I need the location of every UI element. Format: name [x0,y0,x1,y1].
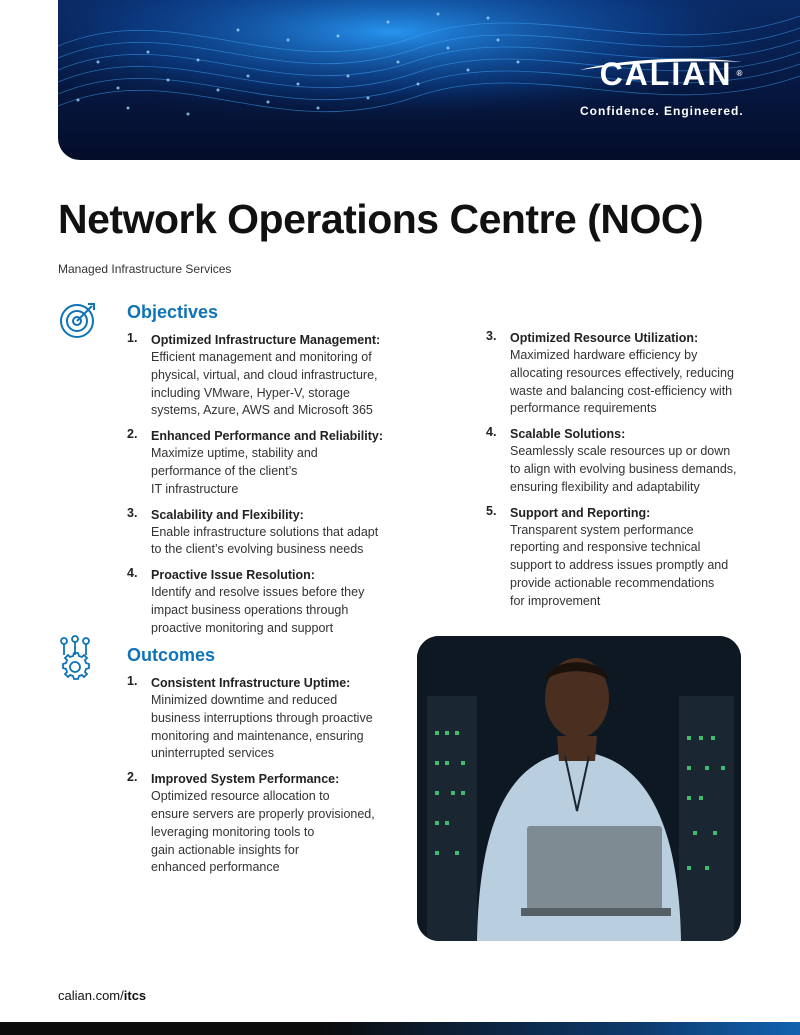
calian-logo [576,56,756,92]
engineer-photo [417,636,741,941]
list-item [486,425,776,496]
list-item [486,504,776,611]
bottom-color-bar [0,1022,800,1035]
item-title: Optimized Resource Utilization: [510,331,699,345]
item-title: Support and Reporting: [510,505,651,520]
item-number: 1. [127,674,138,688]
page-title: Network Operations Centre (NOC) [58,196,704,242]
footer-domain: calian.com/ [58,988,124,1003]
objectives-heading: Objectives [127,302,219,322]
item-description: Identify and resolve issues before they impact business operations through proactive monitoring and support [151,585,365,635]
list-item [486,329,776,418]
item-title: Scalable Solutions: [510,427,626,442]
footer-path: itcs [123,988,147,1003]
item-number: 4. [486,425,497,440]
item-description: Transparent system performance reporting and responsive technical support to address issues promptly and provide actionable recommendations for improvement [510,522,729,608]
hero-banner [58,0,800,160]
logo-wordmark [599,56,745,92]
list-item [127,506,407,560]
item-title: Consistent Infrastructure Uptime: [151,676,351,690]
item-title: Optimized Infrastructure Management: [151,333,381,347]
item-number: 1. [127,331,138,345]
item-number: 4. [127,566,138,581]
list-item [127,566,407,637]
objectives-list-right [486,329,776,618]
item-title: Enhanced Performance and Reliability: [151,429,384,444]
footer-website-link[interactable] [58,988,146,1003]
objectives-list-left [127,331,407,645]
list-item [127,427,407,498]
list-item [127,331,407,420]
server-room-illustration [417,636,741,941]
item-description: Enable infrastructure solutions that adapt to the client’s evolving business needs [151,524,379,557]
target-icon [58,300,98,340]
item-number: 2. [127,770,138,785]
item-title: Proactive Issue Resolution: [151,568,315,583]
item-description: Optimized resource allocation to ensure servers are properly provisioned, leveraging monitoring tools to gain actionable insights for enhanced performance [151,789,375,875]
item-description: Maximize uptime, stability and performance of the client’s IT infrastructure [151,446,318,496]
item-number: 3. [486,329,497,343]
item-title: Improved System Performance: [151,772,340,787]
gear-network-icon [58,635,98,675]
list-item [127,770,407,877]
item-number: 2. [127,427,138,442]
page-subtitle: Managed Infrastructure Services [58,262,232,276]
trademark-symbol: ® [736,69,745,78]
item-description: Seamlessly scale resources up or down to align with evolving business demands, ensuring flexibility and adaptability [510,444,737,494]
item-number: 5. [486,503,497,518]
item-description: Maximized hardware efficiency by allocating resources effectively, reducing waste and balancing cost-efficiency with performance requirements [510,348,734,416]
outcomes-heading: Outcomes [127,645,216,665]
outcomes-list [127,674,407,884]
brand-tagline: Confidence. Engineered. [580,104,744,118]
item-description: Efficient management and monitoring of physical, virtual, and cloud infrastructure, including VMware, Hyper-V, storage systems, Azure, AWS and Microsoft 365 [151,350,378,418]
item-number: 3. [127,505,138,520]
item-description: Minimized downtime and reduced business interruptions through proactive monitoring and maintenance, ensuring uninterrupted services [151,693,373,761]
brand-name: CALIAN [599,56,733,92]
item-title: Scalability and Flexibility: [151,507,304,522]
list-item [127,674,407,763]
